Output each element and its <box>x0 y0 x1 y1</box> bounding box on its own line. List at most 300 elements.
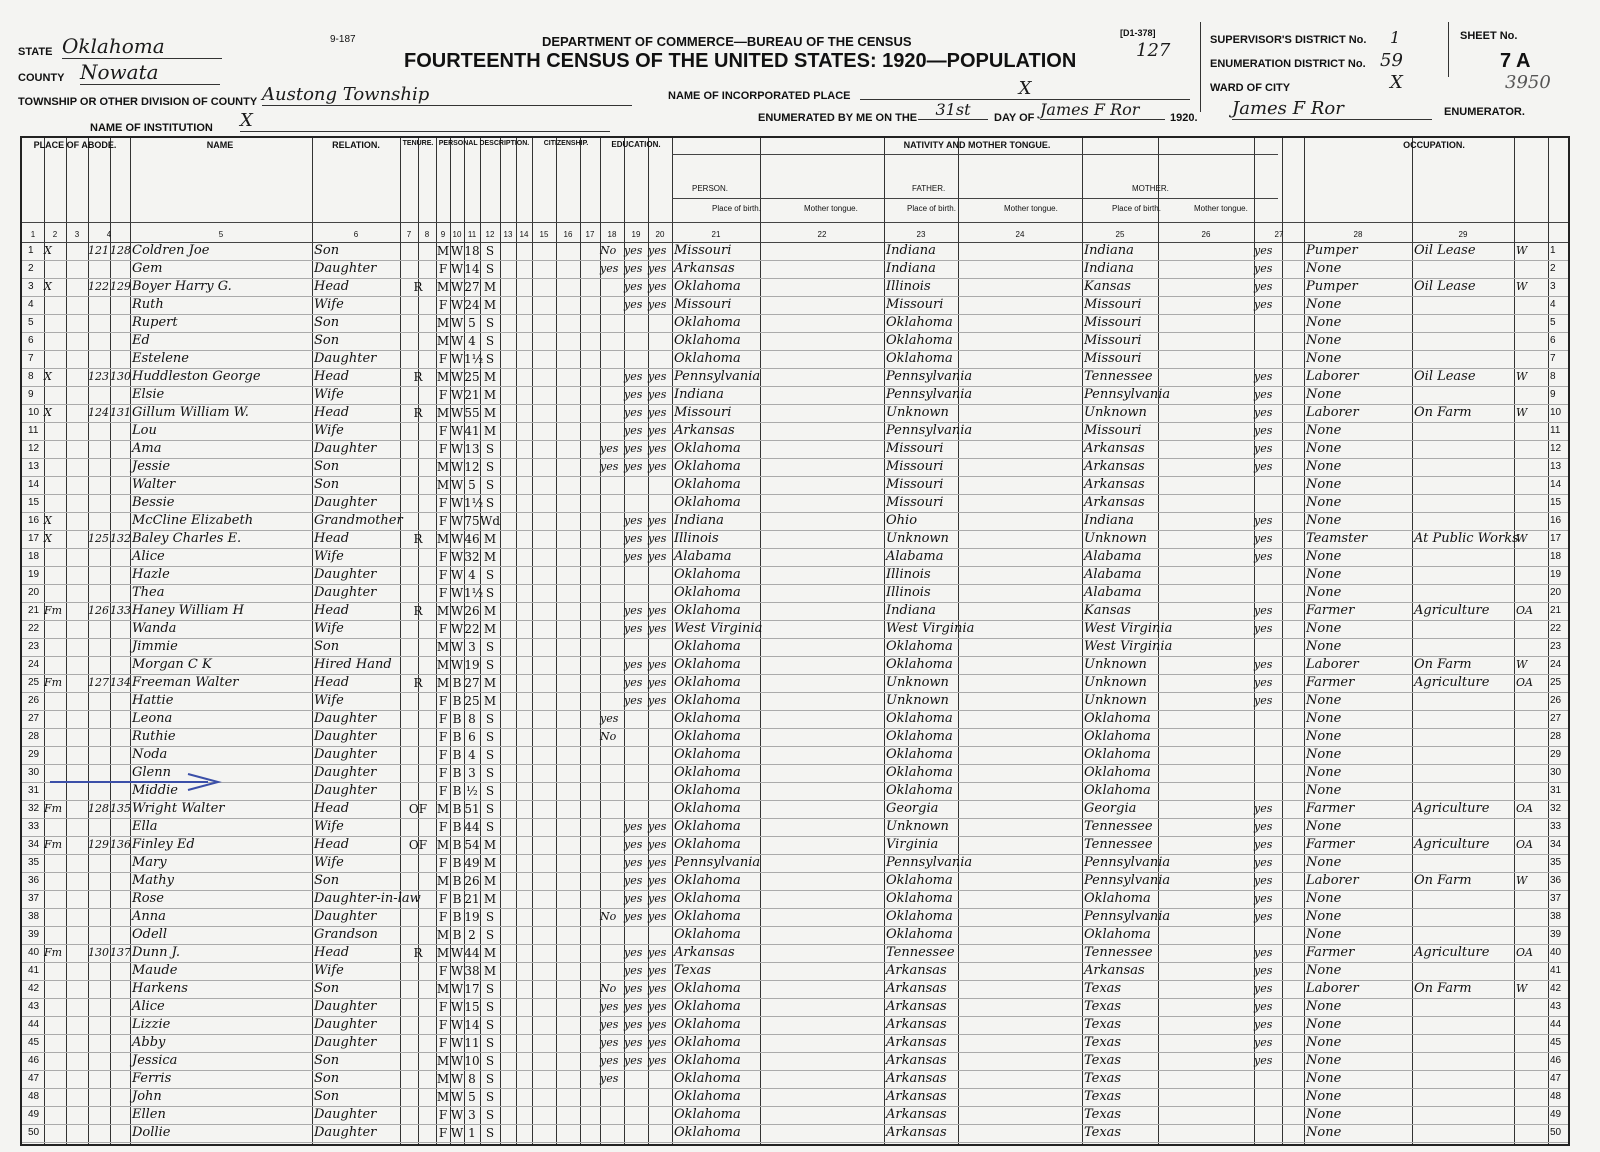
row-number-left: 33 <box>28 821 40 832</box>
cell-rel: Daughter <box>314 567 377 582</box>
cell-cls: W <box>1516 280 1528 293</box>
cell-sch: yes <box>600 460 619 473</box>
cell-pob: Arkansas <box>674 423 735 438</box>
column-number: 28 <box>1353 230 1363 239</box>
cell-rel: Head <box>314 801 350 816</box>
column-rule <box>312 138 313 1144</box>
cell-age: 3 <box>468 766 476 780</box>
cell-rel: Daughter <box>314 261 377 276</box>
cell-wr: yes <box>648 982 667 995</box>
cell-rel: Daughter-in-law <box>314 891 421 906</box>
cell-cls: W <box>1516 370 1528 383</box>
row-number-left: 4 <box>28 299 34 310</box>
cell-fpob: Alabama <box>886 549 944 564</box>
cell-pob: Oklahoma <box>674 675 741 690</box>
cell-pob: Oklahoma <box>674 909 741 924</box>
cell-sex: F <box>438 262 448 276</box>
column-rule <box>884 138 885 1144</box>
cell-fpob: Arkansas <box>886 981 947 996</box>
cell-occ: None <box>1306 261 1342 276</box>
cell-pob: Oklahoma <box>674 819 741 834</box>
cell-x: X <box>44 514 52 527</box>
cell-ms: S <box>485 1072 495 1086</box>
cell-sch: yes <box>600 262 619 275</box>
cell-race: W <box>450 550 464 564</box>
row-number: 28 <box>1550 731 1562 742</box>
row-number-left: 38 <box>28 911 40 922</box>
cell-mpob: Missouri <box>1084 423 1142 438</box>
cell-x: Fm <box>44 676 63 689</box>
cell-t: R <box>413 946 423 960</box>
cell-sex: M <box>436 802 450 816</box>
subhead-person-tongue: Mother tongue. <box>804 204 858 213</box>
cell-mpob: Arkansas <box>1084 441 1145 456</box>
row-number-left: 29 <box>28 749 40 760</box>
cell-mpob: Kansas <box>1084 279 1131 294</box>
column-number: 3 <box>74 230 80 239</box>
cell-rd: yes <box>624 892 643 905</box>
cell-age: 5 <box>468 478 476 492</box>
cell-t: R <box>413 280 423 294</box>
header-rule <box>672 154 1278 155</box>
cell-x: X <box>44 244 52 257</box>
cell-rel: Son <box>314 459 340 474</box>
cell-rel: Daughter <box>314 909 377 924</box>
subhead-mother-pob: Place of birth. <box>1112 204 1161 213</box>
cell-eng: yes <box>1254 244 1273 257</box>
cell-mpob: Kansas <box>1084 603 1131 618</box>
row-number-left: 41 <box>28 965 40 976</box>
cell-fpob: Oklahoma <box>886 657 953 672</box>
incorporated-label: NAME OF INCORPORATED PLACE <box>668 90 851 102</box>
row-number: 41 <box>1550 965 1562 976</box>
cell-sex: M <box>436 604 450 618</box>
cell-fpob: Arkansas <box>886 1107 947 1122</box>
cell-cls: OA <box>1516 802 1533 815</box>
cell-pob: Missouri <box>674 243 732 258</box>
cell-sch: No <box>600 244 617 257</box>
cell-rd: yes <box>624 604 643 617</box>
cell-wr: yes <box>648 1054 667 1067</box>
cell-wr: yes <box>648 892 667 905</box>
cell-name: Wright Walter <box>132 801 225 816</box>
cell-ind: Oil Lease <box>1414 279 1476 294</box>
cell-age: 46 <box>464 532 480 546</box>
cell-sex: F <box>438 442 448 456</box>
cell-sex: F <box>438 766 448 780</box>
cell-rd: yes <box>624 532 643 545</box>
cell-mpob: Alabama <box>1084 549 1142 564</box>
cell-rel: Wife <box>314 693 344 708</box>
cell-sch: yes <box>600 1072 619 1085</box>
cell-eng: yes <box>1254 856 1273 869</box>
row-number: 8 <box>1550 371 1556 382</box>
cell-rd: yes <box>624 820 643 833</box>
cell-fpob: Oklahoma <box>886 729 953 744</box>
cell-age: 8 <box>468 1072 476 1086</box>
column-number: 9 <box>440 230 446 239</box>
cell-sex: M <box>436 244 450 258</box>
cell-sex: M <box>436 640 450 654</box>
cell-occ: None <box>1306 495 1342 510</box>
row-number: 1 <box>1550 245 1556 256</box>
cell-race: W <box>450 568 464 582</box>
column-number: 5 <box>218 230 224 239</box>
cell-pob: Oklahoma <box>674 1107 741 1122</box>
cell-pob: Oklahoma <box>674 495 741 510</box>
cell-ind: On Farm <box>1414 981 1472 996</box>
cell-race: W <box>450 514 464 528</box>
cell-age: 44 <box>464 820 480 834</box>
cell-cls: W <box>1516 532 1528 545</box>
cell-mpob: Unknown <box>1084 405 1147 420</box>
cell-fpob: Pennsylvania <box>886 369 973 384</box>
cell-name: Ella <box>132 819 158 834</box>
column-number: 17 <box>585 230 595 239</box>
cell-fpob: Missouri <box>886 297 944 312</box>
cell-fpob: Georgia <box>886 801 939 816</box>
cell-fpob: Unknown <box>886 675 949 690</box>
cell-occ: None <box>1306 693 1342 708</box>
cell-race: W <box>450 1000 464 1014</box>
year-label: 1920. <box>1170 112 1198 124</box>
cell-wr: yes <box>648 370 667 383</box>
cell-ms: Wd <box>480 514 501 528</box>
column-rule <box>500 138 501 1144</box>
handwritten-number: 127 <box>1136 40 1171 61</box>
row-number-left: 18 <box>28 551 40 562</box>
cell-wr: yes <box>648 532 667 545</box>
cell-ms: M <box>483 298 497 312</box>
cell-rd: yes <box>624 1036 643 1049</box>
column-number: 10 <box>452 230 462 239</box>
enumeration-day: 31st <box>918 100 988 120</box>
cell-mpob: West Virginia <box>1084 621 1173 636</box>
cell-sex: M <box>436 316 450 330</box>
cell-ms: M <box>483 550 497 564</box>
row-number: 2 <box>1550 263 1556 274</box>
cell-sex: F <box>438 1018 448 1032</box>
cell-pob: Indiana <box>674 387 724 402</box>
cell-mpob: Missouri <box>1084 351 1142 366</box>
cell-name: Alice <box>132 549 165 564</box>
cell-mpob: Tennessee <box>1084 819 1153 834</box>
cell-name: Dunn J. <box>132 945 181 960</box>
cell-occ: None <box>1306 783 1342 798</box>
cell-eng: yes <box>1254 388 1273 401</box>
cell-pob: Oklahoma <box>674 981 741 996</box>
cell-fpob: Missouri <box>886 495 944 510</box>
cell-name: Lizzie <box>132 1017 171 1032</box>
cell-rel: Wife <box>314 819 344 834</box>
cell-t: OF <box>408 838 428 852</box>
cell-sch: yes <box>600 1054 619 1067</box>
row-number-left: 50 <box>28 1127 40 1138</box>
row-number-left: 17 <box>28 533 40 544</box>
row-number-left: 5 <box>28 317 34 328</box>
cell-h: 122 <box>88 280 109 293</box>
cell-name: Walter <box>132 477 176 492</box>
cell-occ: None <box>1306 927 1342 942</box>
cell-ms: S <box>485 460 495 474</box>
corner-number: 3950 <box>1505 72 1551 93</box>
row-number: 44 <box>1550 1019 1562 1030</box>
cell-h: 125 <box>88 532 109 545</box>
cell-mpob: Oklahoma <box>1084 891 1151 906</box>
cell-race: B <box>452 838 462 852</box>
cell-occ: None <box>1306 639 1342 654</box>
cell-name: Morgan C K <box>132 657 212 672</box>
cell-race: W <box>450 388 464 402</box>
cell-fpob: Oklahoma <box>886 315 953 330</box>
cell-fpob: Unknown <box>886 693 949 708</box>
cell-age: 15 <box>464 1000 480 1014</box>
row-number: 45 <box>1550 1037 1562 1048</box>
cell-pob: Oklahoma <box>674 315 741 330</box>
cell-pob: Oklahoma <box>674 729 741 744</box>
cell-sch: yes <box>600 442 619 455</box>
cell-rd: yes <box>624 388 643 401</box>
cell-rel: Daughter <box>314 711 377 726</box>
cell-sex: F <box>438 694 448 708</box>
row-number: 9 <box>1550 389 1556 400</box>
row-number: 43 <box>1550 1001 1562 1012</box>
cell-rd: yes <box>624 370 643 383</box>
cell-rd: yes <box>624 676 643 689</box>
cell-race: W <box>450 334 464 348</box>
cell-pob: Oklahoma <box>674 873 741 888</box>
cell-name: Ed <box>132 333 150 348</box>
cell-name: Estelene <box>132 351 189 366</box>
cell-age: 21 <box>464 388 480 402</box>
cell-sex: M <box>436 460 450 474</box>
cell-name: Lou <box>132 423 157 438</box>
cell-pob: Missouri <box>674 297 732 312</box>
cell-pob: Oklahoma <box>674 891 741 906</box>
cell-age: 38 <box>464 964 480 978</box>
cell-occ: None <box>1306 909 1342 924</box>
cell-sex: F <box>438 892 448 906</box>
sheet-value: 7 A <box>1500 50 1531 72</box>
cell-mpob: Texas <box>1084 1107 1122 1122</box>
cell-rel: Head <box>314 369 350 384</box>
cell-wr: yes <box>648 1018 667 1031</box>
cell-f: 131 <box>110 406 131 419</box>
row-number: 47 <box>1550 1073 1562 1084</box>
cell-wr: yes <box>648 406 667 419</box>
cell-mpob: Indiana <box>1084 243 1134 258</box>
cell-ms: M <box>483 856 497 870</box>
row-number-left: 22 <box>28 623 40 634</box>
cell-mpob: Texas <box>1084 1071 1122 1086</box>
cell-race: W <box>450 946 464 960</box>
cell-ind: Agriculture <box>1414 945 1490 960</box>
cell-age: 25 <box>464 694 480 708</box>
header-rule <box>672 198 1278 199</box>
cell-wr: yes <box>648 550 667 563</box>
cell-x: X <box>44 406 52 419</box>
cell-name: Odell <box>132 927 167 942</box>
cell-fpob: Pennsylvania <box>886 855 973 870</box>
cell-ms: S <box>485 1054 495 1068</box>
cell-occ: None <box>1306 333 1342 348</box>
cell-race: B <box>452 928 462 942</box>
cell-pob: Arkansas <box>674 945 735 960</box>
cell-race: B <box>452 712 462 726</box>
cell-fpob: Arkansas <box>886 1035 947 1050</box>
cell-ms: M <box>483 424 497 438</box>
cell-mpob: Missouri <box>1084 297 1142 312</box>
cell-rd: yes <box>624 424 643 437</box>
cell-mpob: Oklahoma <box>1084 729 1151 744</box>
cell-sex: F <box>438 496 448 510</box>
cell-age: 55 <box>464 406 480 420</box>
cell-pob: Oklahoma <box>674 927 741 942</box>
row-number-left: 34 <box>28 839 40 850</box>
cell-fpob: Unknown <box>886 531 949 546</box>
cell-pob: Oklahoma <box>674 837 741 852</box>
row-number: 46 <box>1550 1055 1562 1066</box>
cell-rel: Daughter <box>314 783 377 798</box>
cell-rd: yes <box>624 1000 643 1013</box>
cell-occ: None <box>1306 729 1342 744</box>
cell-occ: None <box>1306 567 1342 582</box>
cell-fpob: Illinois <box>886 585 931 600</box>
cell-age: 17 <box>464 982 480 996</box>
cell-mpob: Missouri <box>1084 333 1142 348</box>
cell-cls: OA <box>1516 676 1533 689</box>
column-rule <box>760 138 761 1144</box>
cell-ind: At Public Works <box>1414 531 1519 546</box>
column-number: 18 <box>607 230 617 239</box>
cell-cls: W <box>1516 982 1528 995</box>
cell-fpob: Pennsylvania <box>886 423 973 438</box>
cell-occ: None <box>1306 477 1342 492</box>
row-number-left: 14 <box>28 479 40 490</box>
column-number: 23 <box>916 230 926 239</box>
cell-race: W <box>450 1018 464 1032</box>
cell-fpob: Virginia <box>886 837 939 852</box>
cell-wr: yes <box>648 388 667 401</box>
cell-eng: yes <box>1254 298 1273 311</box>
row-number: 20 <box>1550 587 1562 598</box>
cell-sex: F <box>438 910 448 924</box>
cell-eng: yes <box>1254 604 1273 617</box>
cell-race: W <box>450 964 464 978</box>
cell-mpob: Tennessee <box>1084 945 1153 960</box>
cell-eng: yes <box>1254 1054 1273 1067</box>
cell-name: Rose <box>132 891 164 906</box>
cell-occ: None <box>1306 1035 1342 1050</box>
cell-eng: yes <box>1254 964 1273 977</box>
row-number-left: 36 <box>28 875 40 886</box>
cell-rel: Daughter <box>314 1017 377 1032</box>
cell-occ: Laborer <box>1306 657 1359 672</box>
cell-ms: S <box>485 658 495 672</box>
row-number-left: 49 <box>28 1109 40 1120</box>
column-number: 12 <box>485 230 495 239</box>
cell-race: B <box>452 910 462 924</box>
cell-race: W <box>450 604 464 618</box>
cell-race: W <box>450 460 464 474</box>
cell-race: B <box>452 730 462 744</box>
cell-age: 44 <box>464 946 480 960</box>
cell-occ: None <box>1306 855 1342 870</box>
cell-mpob: Unknown <box>1084 657 1147 672</box>
cell-occ: None <box>1306 621 1342 636</box>
cell-name: Thea <box>132 585 165 600</box>
cell-age: 25 <box>464 370 480 384</box>
state-value: Oklahoma <box>62 34 222 59</box>
group-occupation: OCCUPATION. <box>1403 140 1465 150</box>
cell-name: Hazle <box>132 567 170 582</box>
cell-name: Wanda <box>132 621 177 636</box>
cell-h: 130 <box>88 946 109 959</box>
cell-rd: yes <box>624 244 643 257</box>
department-heading: DEPARTMENT OF COMMERCE—BUREAU OF THE CENSUS <box>542 34 912 49</box>
cell-pob: Oklahoma <box>674 1053 741 1068</box>
cell-eng: yes <box>1254 802 1273 815</box>
cell-fpob: Oklahoma <box>886 765 953 780</box>
cell-ms: M <box>483 622 497 636</box>
cell-wr: yes <box>648 694 667 707</box>
cell-mpob: Indiana <box>1084 513 1134 528</box>
cell-mpob: Oklahoma <box>1084 927 1151 942</box>
cell-race: W <box>450 424 464 438</box>
cell-fpob: Oklahoma <box>886 909 953 924</box>
county-label: COUNTY <box>18 72 65 84</box>
row-number: 12 <box>1550 443 1562 454</box>
column-rule <box>958 138 959 1144</box>
cell-x: X <box>44 532 52 545</box>
cell-race: B <box>452 784 462 798</box>
cell-rel: Head <box>314 405 350 420</box>
row-number-left: 47 <box>28 1073 40 1084</box>
cell-eng: yes <box>1254 1000 1273 1013</box>
cell-rd: yes <box>624 946 643 959</box>
cell-sex: F <box>438 820 448 834</box>
row-number: 5 <box>1550 317 1556 328</box>
cell-fpob: Arkansas <box>886 1071 947 1086</box>
cell-ms: S <box>485 820 495 834</box>
enumerator-label: ENUMERATOR. <box>1444 106 1525 118</box>
cell-rd: yes <box>624 622 643 635</box>
cell-age: 1½ <box>464 352 484 366</box>
cell-pob: Oklahoma <box>674 1125 741 1140</box>
column-number: 27 <box>1274 230 1284 239</box>
row-number-left: 7 <box>28 353 34 364</box>
doc-code: [D1-378] <box>1120 28 1156 38</box>
cell-name: Mary <box>132 855 167 870</box>
cell-ms: S <box>485 712 495 726</box>
cell-fpob: Illinois <box>886 279 931 294</box>
cell-sex: M <box>436 658 450 672</box>
cell-age: 49 <box>464 856 480 870</box>
cell-rd: yes <box>624 298 643 311</box>
column-rule <box>66 138 67 1144</box>
column-rule <box>1282 138 1283 1144</box>
cell-ind: Agriculture <box>1414 675 1490 690</box>
row-number-left: 1 <box>28 245 34 256</box>
cell-f: 134 <box>110 676 131 689</box>
cell-pob: Arkansas <box>674 261 735 276</box>
row-number-left: 9 <box>28 389 34 400</box>
cell-mpob: Georgia <box>1084 801 1137 816</box>
column-number: 24 <box>1015 230 1025 239</box>
enumeration-month: James F Ror <box>1040 100 1165 120</box>
cell-name: Ruth <box>132 297 164 312</box>
cell-race: B <box>452 802 462 816</box>
